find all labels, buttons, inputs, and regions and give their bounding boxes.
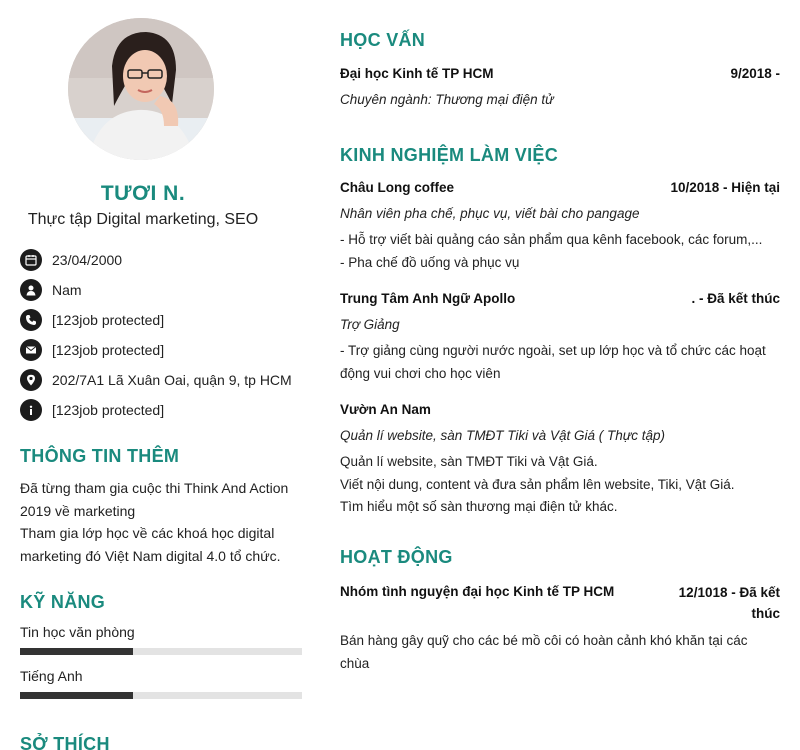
job-position: Trợ Giảng — [340, 317, 400, 332]
other-info-text: [123job protected] — [52, 402, 165, 418]
info-row-other — [20, 395, 310, 425]
info-row-email — [20, 335, 310, 365]
info-row-gender — [20, 275, 310, 305]
job-description-line: - Hỗ trợ viết bài quảng cáo sản phẩm qua kênh facebook, các forum,... — [340, 232, 763, 247]
calendar-icon — [20, 249, 42, 271]
skill-label-office: Tin học văn phòng — [20, 624, 135, 640]
skill-label-english: Tiếng Anh — [20, 668, 83, 684]
section-title-extra-info: THÔNG TIN THÊM — [20, 446, 180, 466]
extra-info-line: 2019 về marketing — [20, 502, 136, 519]
job-header — [340, 402, 780, 417]
activity-date-line: 12/1018 - Đã kết — [678, 585, 780, 600]
right-column — [340, 0, 785, 750]
contact-info-list — [20, 245, 310, 425]
birthday-text: 23/04/2000 — [52, 252, 123, 268]
job-description-line: động vui chơi cho học viên — [340, 365, 501, 381]
activity-header — [340, 584, 780, 621]
job-date: 10/2018 - Hiện tại — [670, 180, 780, 195]
skill-bar-english — [20, 692, 302, 699]
job-description-line: Quản lí website, sàn TMĐT Tiki và Vật Giá. — [340, 454, 598, 469]
location-icon — [20, 369, 42, 391]
left-column — [0, 0, 315, 750]
avatar — [68, 18, 214, 160]
education-major: Chuyên ngành: Thương mại điện tử — [340, 92, 554, 107]
job-description-line: Tìm hiểu một số sàn thương mại điện tử khác. — [340, 499, 618, 514]
section-title-education: HỌC VẤN — [340, 30, 426, 50]
job-position: Nhân viên pha chế, phục vụ, viết bài cho pangage — [340, 206, 640, 221]
info-row-address — [20, 365, 310, 395]
activity-description — [340, 630, 785, 675]
section-title-experience: KINH NGHIỆM LÀM VIỆC — [340, 145, 559, 165]
phone-icon — [20, 309, 42, 331]
email-text: [123job protected] — [52, 342, 165, 358]
section-title-hobbies: SỞ THÍCH — [20, 734, 110, 750]
profile-role: Thực tập Digital marketing, SEO — [27, 211, 259, 228]
section-title-activities: HOẠT ĐỘNG — [340, 547, 453, 567]
education-date: 9/2018 - — [730, 66, 780, 81]
job-description-line: - Trợ giảng cùng người nước ngoài, set up lớp học và tổ chức các hoạt — [340, 343, 766, 358]
section-title-skills: KỸ NĂNG — [20, 592, 106, 612]
activity-description-line: chùa — [340, 655, 370, 671]
address-text: 202/7A1 Lã Xuân Oai, quận 9, tp HCM — [52, 372, 292, 388]
info-row-birthday — [20, 245, 310, 275]
skill-fill-office — [20, 648, 133, 655]
extra-info-line: Tham gia lớp học về các khoá học digital — [20, 525, 275, 541]
extra-info-line: Đã từng tham gia cuộc thi Think And Action — [20, 480, 289, 496]
email-icon — [20, 339, 42, 361]
avatar-photo — [68, 18, 214, 160]
activity-date-line: thúc — [751, 606, 780, 621]
gender-text: Nam — [52, 282, 82, 298]
job-description — [340, 340, 785, 385]
skill-bar-office — [20, 648, 302, 655]
profile-name: TƯƠI N. — [100, 182, 186, 205]
job-description — [340, 229, 785, 274]
education-header — [340, 66, 780, 81]
job-company: Vườn An Nam — [340, 402, 431, 417]
activity-date — [679, 582, 780, 624]
info-icon — [20, 399, 42, 421]
extra-info-line: marketing đó Việt Nam digital 4.0 tổ chức. — [20, 547, 281, 564]
job-header — [340, 180, 780, 195]
job-description-line: Viết nội dung, content và đưa sản phẩm lên website, Tiki, Vật Giá. — [340, 476, 735, 492]
job-company: Trung Tâm Anh Ngữ Apollo — [340, 291, 516, 306]
person-icon — [20, 279, 42, 301]
job-position: Quản lí website, sàn TMĐT Tiki và Vật Giá ( Thực tập) — [340, 428, 666, 443]
job-company: Châu Long coffee — [340, 180, 454, 195]
activity-org: Nhóm tình nguyện đại học Kinh tế TP HCM — [340, 584, 615, 599]
phone-text: [123job protected] — [52, 312, 165, 328]
job-description — [340, 451, 785, 519]
job-description-line: - Pha chế đồ uống và phục vụ — [340, 254, 520, 270]
job-header — [340, 291, 780, 306]
skill-fill-english — [20, 692, 133, 699]
info-row-phone — [20, 305, 310, 335]
job-date: . - Đã kết thúc — [691, 291, 780, 306]
activity-description-line: Bán hàng gây quỹ cho các bé mồ côi có hoàn cảnh khó khăn tại các — [340, 633, 748, 648]
education-school: Đại học Kinh tế TP HCM — [340, 66, 494, 81]
extra-info-text — [20, 477, 310, 567]
